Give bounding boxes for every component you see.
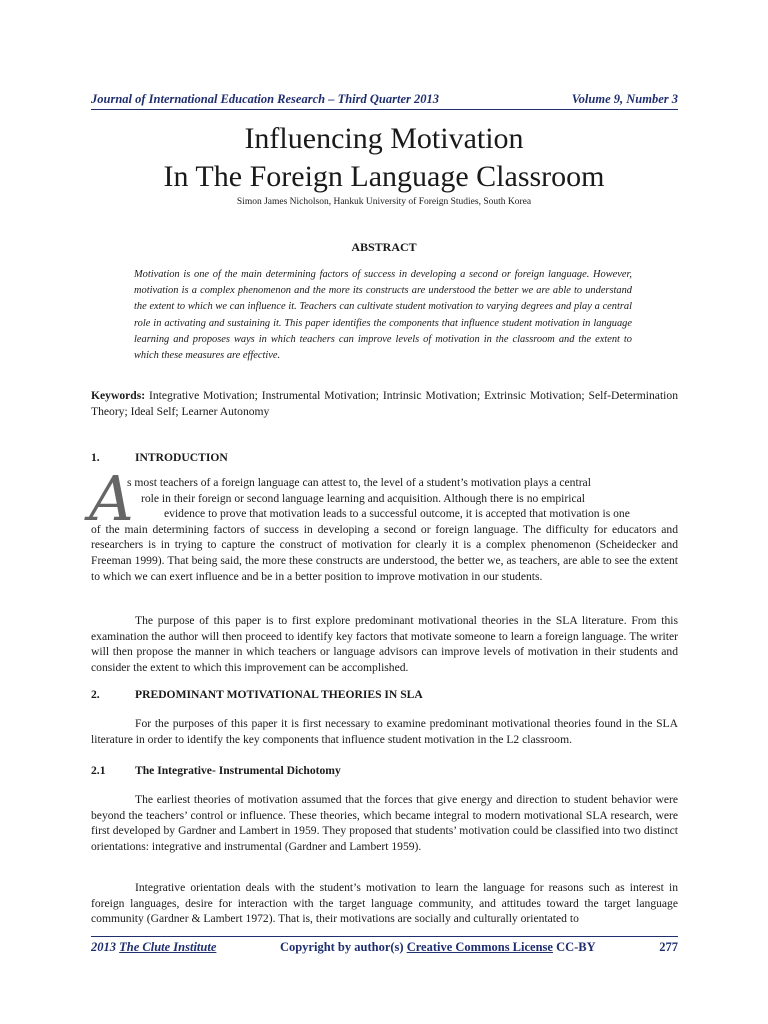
- keywords-label: Keywords:: [91, 389, 146, 402]
- title-line-1: Influencing Motivation: [244, 122, 524, 155]
- abstract-heading: ABSTRACT: [351, 240, 417, 254]
- journal-title: Journal of International Education Research – Third Quarter 2013: [91, 92, 439, 106]
- section-2-number: 2.: [91, 688, 100, 701]
- footer-publisher: 2013 The Clute Institute: [91, 940, 217, 954]
- intro-line-1: s most teachers of a foreign language can attest to, the level of a student’s motivation plays a central: [127, 476, 591, 489]
- section-2-paragraph: For the purposes of this paper it is first necessary to examine predominant motivational theories found in the SLA literature in order to identify the key components that influence student motivation in the L2 classroom.: [91, 717, 678, 746]
- section-2-1-number: 2.1: [91, 764, 106, 777]
- drop-cap: A: [89, 462, 134, 535]
- abstract-body: Motivation is one of the main determining factors of success in developing a second or foreign language. However, motivation is a complex phenomenon and the more its constructs are understood the better we are able to understand the extent to which we can influence it. Teachers can cultivate student motivation to varying degrees and play a central role in activating and sustaining it. This paper identifies the components that influence student motivation in language learning and proposes ways in which teachers can improve levels of motivation in the classroom and the extent to which these measures are effective.: [134, 269, 632, 362]
- paper-title: [0, 120, 768, 196]
- intro-paragraph-2: The purpose of this paper is to first explore predominant motivational theories in the SLA literature. From this examination the author will then proceed to identify key factors that motivate someone to learn a foreign language. The writer will then propose the manner in which teachers or language advisors can improve levels of motivation in their students and consider the extent to which this improvement can be accomplished.: [91, 614, 678, 674]
- section-2-1-title: The Integrative- Instrumental Dichotomy: [135, 764, 341, 777]
- intro-rest: of the main determining factors of success in developing a second or foreign language. The difficulty for educators and researchers is in trying to capture the construct of motivation for clearly it is a complex phenomenon (Scheidecker and Freeman 1999). That being said, the more these constructs are understood, the better we, as teachers, are able to see the extent to which we can exert influence and be in a better position to improve motivation in our students.: [91, 522, 678, 583]
- page-footer: [91, 936, 678, 955]
- section-2-1-heading: [91, 764, 341, 777]
- title-line-2: In The Foreign Language Classroom: [163, 160, 605, 193]
- intro-line-2: role in their foreign or second language learning and acquisition. Although there is no empirical: [141, 491, 585, 505]
- running-header: [91, 92, 678, 110]
- intro-line-3: evidence to prove that motivation leads to a successful outcome, it is accepted that motivation is one: [164, 507, 630, 521]
- section-2-1-paragraph-2: Integrative orientation deals with the student’s motivation to learn the language for reasons such as interest in foreign languages, desire for interaction with the target language community, and attitudes toward the target language community (Gardner & Lambert 1972). That is, their motivations are socially and culturally orientated to: [91, 881, 678, 926]
- keywords: [91, 388, 678, 419]
- keywords-text: Integrative Motivation; Instrumental Motivation; Intrinsic Motivation; Extrinsic Motivation; Self-Determination Theory; Ideal Self; Learner Autonomy: [91, 389, 678, 418]
- author-line: Simon James Nicholson, Hankuk University of Foreign Studies, South Korea: [236, 197, 532, 207]
- publisher-link[interactable]: The Clute Institute: [119, 940, 217, 954]
- section-1-number: 1.: [91, 451, 100, 464]
- section-2-title: PREDOMINANT MOTIVATIONAL THEORIES IN SLA: [135, 688, 423, 701]
- section-1-title: INTRODUCTION: [135, 451, 228, 464]
- intro-lines: [91, 475, 678, 584]
- footer-copyright: Copyright by author(s) Creative Commons License CC-BY: [279, 940, 596, 954]
- section-2-heading: [91, 688, 423, 701]
- section-2-1-paragraph-1: The earliest theories of motivation assumed that the forces that give energy and direction to student behavior were beyond the teachers’ control or influence. These theories, which became integral to modern motivational SLA research, were first developed by Gardner and Lambert in 1959. They proposed that students’ motivation could be classified into two distinct orientations: integrative and instrumental (Gardner and Lambert 1959).: [91, 793, 678, 853]
- page-number: 277: [659, 940, 678, 954]
- volume-number: Volume 9, Number 3: [571, 92, 678, 106]
- license-link[interactable]: Creative Commons License: [406, 940, 553, 954]
